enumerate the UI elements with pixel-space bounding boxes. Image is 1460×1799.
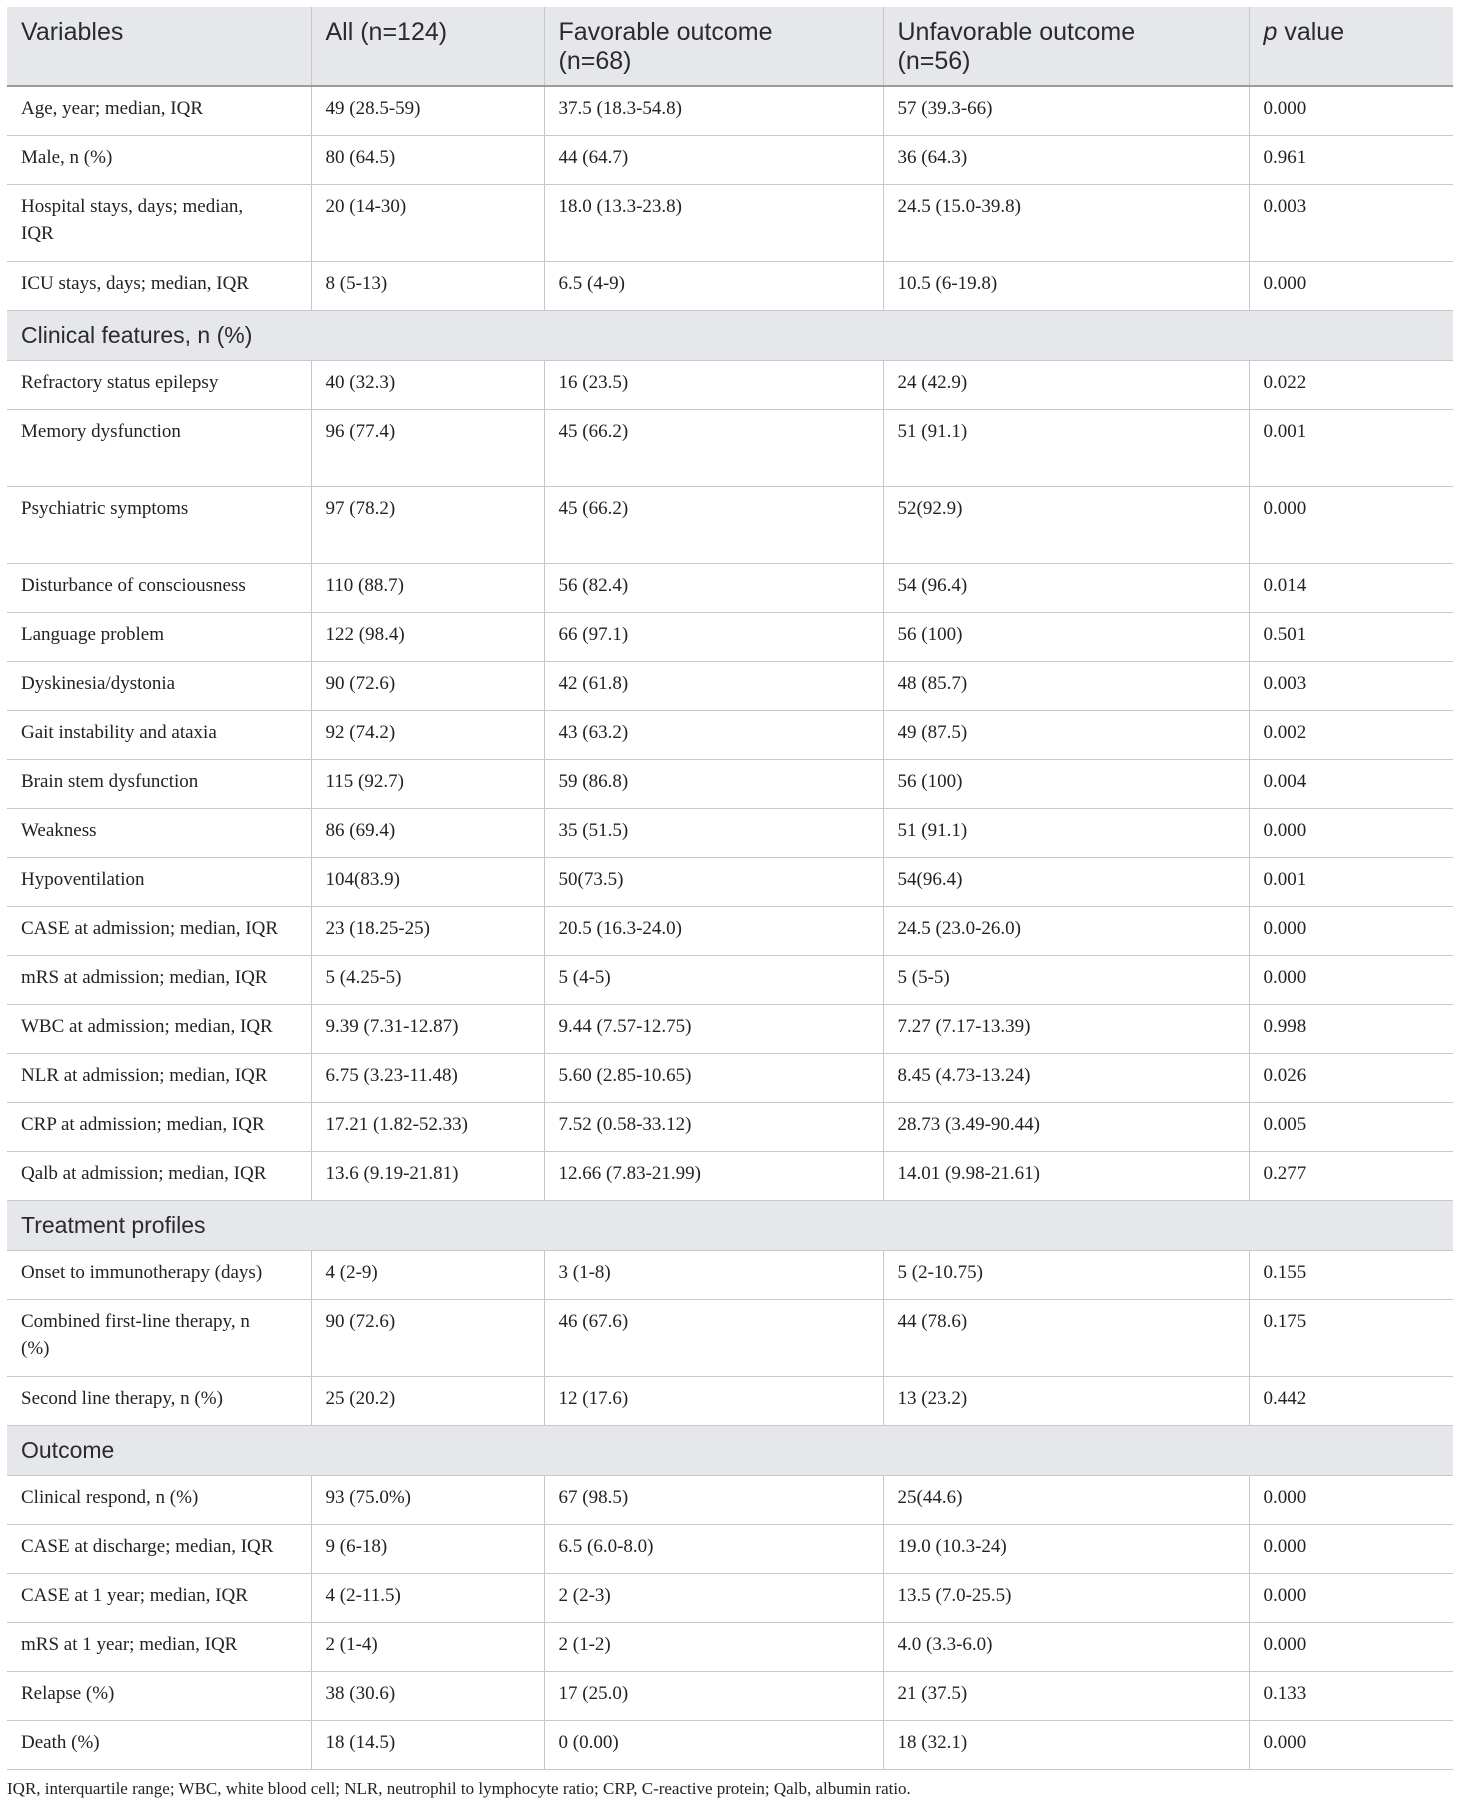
section-label: Treatment profiles <box>7 1201 1453 1251</box>
cell-variable: Relapse (%) <box>7 1672 311 1721</box>
cell-variable: mRS at 1 year; median, IQR <box>7 1623 311 1672</box>
header-all: All (n=124) <box>311 7 544 86</box>
cell-favorable: 46 (67.6) <box>544 1300 883 1377</box>
cell-unfavorable: 52(92.9) <box>883 487 1249 564</box>
cell-p-value: 0.002 <box>1249 711 1453 760</box>
cell-p-value: 0.000 <box>1249 86 1453 136</box>
cell-unfavorable: 21 (37.5) <box>883 1672 1249 1721</box>
cell-all: 20 (14-30) <box>311 185 544 262</box>
cell-favorable: 6.5 (4-9) <box>544 262 883 311</box>
section-row <box>7 1426 1453 1476</box>
section-row <box>7 311 1453 361</box>
table-row <box>7 956 1453 1005</box>
cell-unfavorable: 51 (91.1) <box>883 410 1249 487</box>
cell-all: 9 (6-18) <box>311 1525 544 1574</box>
cell-variable: Hospital stays, days; median, IQR <box>7 185 311 262</box>
cell-all: 5 (4.25-5) <box>311 956 544 1005</box>
cell-all: 4 (2-9) <box>311 1251 544 1300</box>
table-row <box>7 1103 1453 1152</box>
cell-p-value: 0.000 <box>1249 1574 1453 1623</box>
cell-p-value: 0.005 <box>1249 1103 1453 1152</box>
cell-all: 17.21 (1.82-52.33) <box>311 1103 544 1152</box>
cell-p-value: 0.155 <box>1249 1251 1453 1300</box>
cell-p-value: 0.277 <box>1249 1152 1453 1201</box>
cell-favorable: 20.5 (16.3-24.0) <box>544 907 883 956</box>
table-row <box>7 487 1453 564</box>
cell-p-value: 0.175 <box>1249 1300 1453 1377</box>
cell-all: 104(83.9) <box>311 858 544 907</box>
table-row <box>7 361 1453 410</box>
cell-unfavorable: 48 (85.7) <box>883 662 1249 711</box>
table-row <box>7 1300 1453 1377</box>
cell-favorable: 16 (23.5) <box>544 361 883 410</box>
cell-unfavorable: 10.5 (6-19.8) <box>883 262 1249 311</box>
cell-p-value: 0.000 <box>1249 1721 1453 1770</box>
cell-p-value: 0.000 <box>1249 907 1453 956</box>
cell-p-value: 0.998 <box>1249 1005 1453 1054</box>
cell-variable: Onset to immunotherapy (days) <box>7 1251 311 1300</box>
header-row <box>7 7 1453 86</box>
cell-variable: CASE at 1 year; median, IQR <box>7 1574 311 1623</box>
table-row <box>7 1574 1453 1623</box>
cell-unfavorable: 24.5 (15.0-39.8) <box>883 185 1249 262</box>
cell-variable: Dyskinesia/dystonia <box>7 662 311 711</box>
table-header <box>7 7 1453 86</box>
cell-all: 86 (69.4) <box>311 809 544 858</box>
cell-favorable: 43 (63.2) <box>544 711 883 760</box>
table-row <box>7 136 1453 185</box>
cell-variable: Clinical respond, n (%) <box>7 1476 311 1525</box>
cell-p-value: 0.442 <box>1249 1377 1453 1426</box>
table-row <box>7 1152 1453 1201</box>
table-row <box>7 809 1453 858</box>
table-row <box>7 1721 1453 1770</box>
header-unfavorable: Unfavorable outcome (n=56) <box>883 7 1249 86</box>
table-row <box>7 1476 1453 1525</box>
cell-p-value: 0.022 <box>1249 361 1453 410</box>
cell-variable: Brain stem dysfunction <box>7 760 311 809</box>
cell-unfavorable: 57 (39.3-66) <box>883 86 1249 136</box>
cell-variable: Memory dysfunction <box>7 410 311 487</box>
cell-all: 23 (18.25-25) <box>311 907 544 956</box>
cell-favorable: 50(73.5) <box>544 858 883 907</box>
cell-unfavorable: 28.73 (3.49-90.44) <box>883 1103 1249 1152</box>
table-row <box>7 1525 1453 1574</box>
cell-unfavorable: 49 (87.5) <box>883 711 1249 760</box>
table-row <box>7 1623 1453 1672</box>
cell-variable: WBC at admission; median, IQR <box>7 1005 311 1054</box>
cell-favorable: 35 (51.5) <box>544 809 883 858</box>
cell-favorable: 0 (0.00) <box>544 1721 883 1770</box>
cell-variable: Refractory status epilepsy <box>7 361 311 410</box>
cell-unfavorable: 8.45 (4.73-13.24) <box>883 1054 1249 1103</box>
cell-favorable: 17 (25.0) <box>544 1672 883 1721</box>
table-footnote: IQR, interquartile range; WBC, white blood cell; NLR, neutrophil to lymphocyte ratio; CRP, C-reactive protein; Qalb, albumin ratio. <box>7 1779 911 1798</box>
cell-p-value: 0.014 <box>1249 564 1453 613</box>
cell-all: 110 (88.7) <box>311 564 544 613</box>
cell-variable: Second line therapy, n (%) <box>7 1377 311 1426</box>
cell-p-value: 0.000 <box>1249 1623 1453 1672</box>
cell-p-value: 0.961 <box>1249 136 1453 185</box>
cell-p-value: 0.000 <box>1249 956 1453 1005</box>
table-row <box>7 410 1453 487</box>
cell-p-value: 0.001 <box>1249 858 1453 907</box>
table-row <box>7 185 1453 262</box>
cell-all: 92 (74.2) <box>311 711 544 760</box>
table-row <box>7 262 1453 311</box>
cell-p-value: 0.501 <box>1249 613 1453 662</box>
cell-unfavorable: 51 (91.1) <box>883 809 1249 858</box>
cell-variable: Psychiatric symptoms <box>7 487 311 564</box>
cell-variable: ICU stays, days; median, IQR <box>7 262 311 311</box>
cell-all: 6.75 (3.23-11.48) <box>311 1054 544 1103</box>
cell-p-value: 0.000 <box>1249 1476 1453 1525</box>
cell-p-value: 0.001 <box>1249 410 1453 487</box>
cell-favorable: 9.44 (7.57-12.75) <box>544 1005 883 1054</box>
cell-favorable: 5.60 (2.85-10.65) <box>544 1054 883 1103</box>
cell-p-value: 0.000 <box>1249 487 1453 564</box>
cell-favorable: 59 (86.8) <box>544 760 883 809</box>
cell-p-value: 0.000 <box>1249 262 1453 311</box>
section-label: Clinical features, n (%) <box>7 311 1453 361</box>
table-container <box>7 7 1453 1799</box>
table-row <box>7 1672 1453 1721</box>
cell-variable: Gait instability and ataxia <box>7 711 311 760</box>
cell-variable: Disturbance of consciousness <box>7 564 311 613</box>
cell-unfavorable: 24.5 (23.0-26.0) <box>883 907 1249 956</box>
cell-unfavorable: 54 (96.4) <box>883 564 1249 613</box>
table-row <box>7 858 1453 907</box>
header-variables: Variables <box>7 7 311 86</box>
cell-unfavorable: 18 (32.1) <box>883 1721 1249 1770</box>
table-row <box>7 1054 1453 1103</box>
cell-favorable: 7.52 (0.58-33.12) <box>544 1103 883 1152</box>
table-row <box>7 564 1453 613</box>
cell-all: 90 (72.6) <box>311 1300 544 1377</box>
cell-favorable: 45 (66.2) <box>544 410 883 487</box>
cell-favorable: 2 (2-3) <box>544 1574 883 1623</box>
table-row <box>7 86 1453 136</box>
cell-unfavorable: 24 (42.9) <box>883 361 1249 410</box>
cell-p-value: 0.003 <box>1249 185 1453 262</box>
cell-favorable: 67 (98.5) <box>544 1476 883 1525</box>
cell-unfavorable: 14.01 (9.98-21.61) <box>883 1152 1249 1201</box>
cell-favorable: 5 (4-5) <box>544 956 883 1005</box>
table-row <box>7 1251 1453 1300</box>
cell-variable: Weakness <box>7 809 311 858</box>
cell-p-value: 0.026 <box>1249 1054 1453 1103</box>
cell-all: 9.39 (7.31-12.87) <box>311 1005 544 1054</box>
section-row <box>7 1201 1453 1251</box>
table-row <box>7 1377 1453 1426</box>
cell-unfavorable: 5 (2-10.75) <box>883 1251 1249 1300</box>
cell-unfavorable: 13.5 (7.0-25.5) <box>883 1574 1249 1623</box>
cell-unfavorable: 56 (100) <box>883 613 1249 662</box>
cell-variable: Death (%) <box>7 1721 311 1770</box>
cell-favorable: 12 (17.6) <box>544 1377 883 1426</box>
cell-favorable: 37.5 (18.3-54.8) <box>544 86 883 136</box>
cell-favorable: 56 (82.4) <box>544 564 883 613</box>
cell-favorable: 66 (97.1) <box>544 613 883 662</box>
cell-all: 93 (75.0%) <box>311 1476 544 1525</box>
header-favorable: Favorable outcome (n=68) <box>544 7 883 86</box>
cell-variable: CASE at discharge; median, IQR <box>7 1525 311 1574</box>
table-row <box>7 711 1453 760</box>
cell-all: 18 (14.5) <box>311 1721 544 1770</box>
p-value-suffix: value <box>1277 18 1345 46</box>
cell-favorable: 3 (1-8) <box>544 1251 883 1300</box>
table-row <box>7 907 1453 956</box>
table-row <box>7 613 1453 662</box>
cell-all: 96 (77.4) <box>311 410 544 487</box>
cell-all: 2 (1-4) <box>311 1623 544 1672</box>
cell-all: 80 (64.5) <box>311 136 544 185</box>
cell-variable: Combined first-line therapy, n (%) <box>7 1300 311 1377</box>
table-body <box>7 86 1453 1770</box>
cell-all: 25 (20.2) <box>311 1377 544 1426</box>
cell-all: 4 (2-11.5) <box>311 1574 544 1623</box>
cell-unfavorable: 4.0 (3.3-6.0) <box>883 1623 1249 1672</box>
cell-all: 49 (28.5-59) <box>311 86 544 136</box>
cell-p-value: 0.004 <box>1249 760 1453 809</box>
cell-p-value: 0.133 <box>1249 1672 1453 1721</box>
cell-variable: mRS at admission; median, IQR <box>7 956 311 1005</box>
cell-favorable: 42 (61.8) <box>544 662 883 711</box>
cell-variable: CRP at admission; median, IQR <box>7 1103 311 1152</box>
cell-favorable: 18.0 (13.3-23.8) <box>544 185 883 262</box>
p-letter: p <box>1263 18 1278 46</box>
cell-unfavorable: 19.0 (10.3-24) <box>883 1525 1249 1574</box>
cell-p-value: 0.000 <box>1249 1525 1453 1574</box>
cell-favorable: 44 (64.7) <box>544 136 883 185</box>
cell-variable: CASE at admission; median, IQR <box>7 907 311 956</box>
table-row <box>7 760 1453 809</box>
cell-unfavorable: 56 (100) <box>883 760 1249 809</box>
cell-all: 115 (92.7) <box>311 760 544 809</box>
cell-p-value: 0.000 <box>1249 809 1453 858</box>
table-row <box>7 1005 1453 1054</box>
cell-all: 122 (98.4) <box>311 613 544 662</box>
table-row <box>7 662 1453 711</box>
cell-favorable: 6.5 (6.0-8.0) <box>544 1525 883 1574</box>
cell-favorable: 45 (66.2) <box>544 487 883 564</box>
cell-all: 13.6 (9.19-21.81) <box>311 1152 544 1201</box>
cell-unfavorable: 13 (23.2) <box>883 1377 1249 1426</box>
cell-p-value: 0.003 <box>1249 662 1453 711</box>
cell-variable: Language problem <box>7 613 311 662</box>
cell-variable: Qalb at admission; median, IQR <box>7 1152 311 1201</box>
cell-all: 38 (30.6) <box>311 1672 544 1721</box>
cell-unfavorable: 54(96.4) <box>883 858 1249 907</box>
cell-favorable: 12.66 (7.83-21.99) <box>544 1152 883 1201</box>
cell-all: 40 (32.3) <box>311 361 544 410</box>
cell-all: 8 (5-13) <box>311 262 544 311</box>
cell-unfavorable: 25(44.6) <box>883 1476 1249 1525</box>
outcome-table <box>7 7 1453 1770</box>
header-p-value <box>1249 7 1453 86</box>
cell-variable: NLR at admission; median, IQR <box>7 1054 311 1103</box>
cell-all: 90 (72.6) <box>311 662 544 711</box>
cell-unfavorable: 7.27 (7.17-13.39) <box>883 1005 1249 1054</box>
cell-variable: Age, year; median, IQR <box>7 86 311 136</box>
cell-unfavorable: 36 (64.3) <box>883 136 1249 185</box>
cell-all: 97 (78.2) <box>311 487 544 564</box>
cell-favorable: 2 (1-2) <box>544 1623 883 1672</box>
section-label: Outcome <box>7 1426 1453 1476</box>
cell-variable: Male, n (%) <box>7 136 311 185</box>
cell-unfavorable: 5 (5-5) <box>883 956 1249 1005</box>
cell-variable: Hypoventilation <box>7 858 311 907</box>
cell-unfavorable: 44 (78.6) <box>883 1300 1249 1377</box>
